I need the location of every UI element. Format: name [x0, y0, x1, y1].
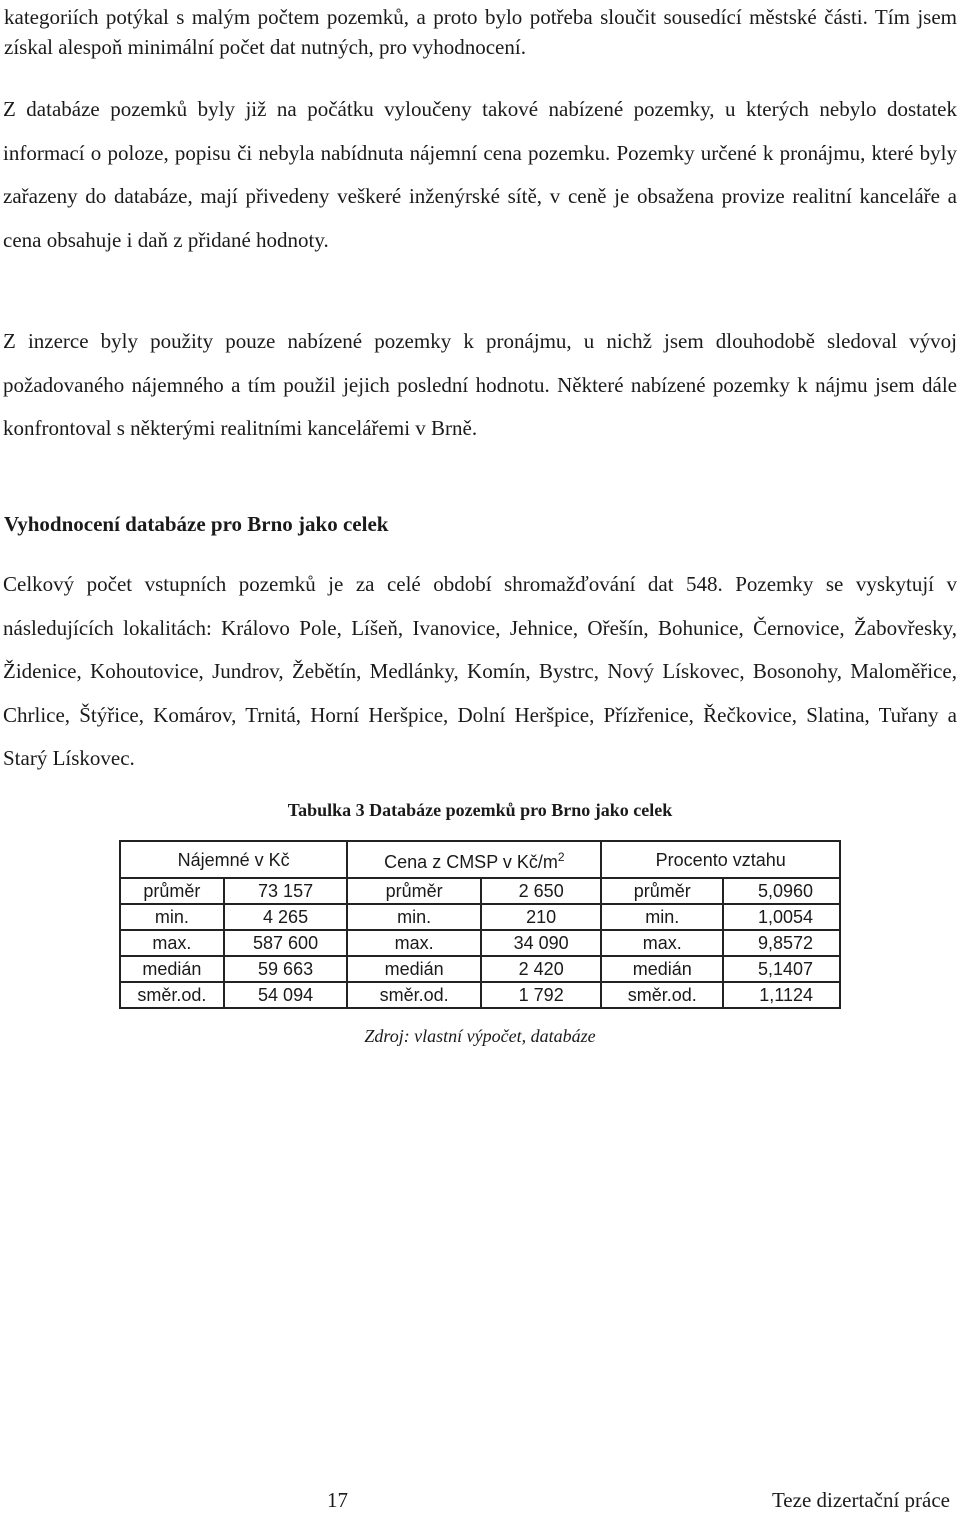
table-cell: 34 090	[481, 930, 601, 956]
header-price-superscript: 2	[557, 850, 565, 864]
table-cell: 587 600	[224, 930, 347, 956]
table-cell: 2 420	[481, 956, 601, 982]
table-cell: 1,0054	[723, 904, 840, 930]
table-cell: medián	[601, 956, 723, 982]
table-cell: průměr	[120, 878, 224, 904]
table-cell: průměr	[347, 878, 481, 904]
table-cell: max.	[601, 930, 723, 956]
table-cell: 54 094	[224, 982, 347, 1008]
table-cell: směr.od.	[601, 982, 723, 1008]
table-cell: 5,1407	[723, 956, 840, 982]
page-number: 17	[327, 1488, 348, 1512]
table-caption: Tabulka 3 Databáze pozemků pro Brno jako celek	[287, 800, 673, 820]
header-price-text: Cena z CMSP v Kč/m	[384, 852, 558, 872]
table-row	[120, 982, 840, 1008]
header-ratio: Procento vztahu	[601, 841, 840, 878]
table-cell: medián	[347, 956, 481, 982]
table-cell: min.	[601, 904, 723, 930]
table-cell: 73 157	[224, 878, 347, 904]
table-cell: 5,0960	[723, 878, 840, 904]
table-row	[120, 956, 840, 982]
paragraph-advertisement-sources: Z inzerce byly použity pouze nabízené pozemky k pronájmu, u nichž jsem dlouhodobě sledoval vývoj požadovaného nájemného a tím použil jejich poslední hodnotu. Některé nabízené pozemky k nájmu jsem dále konfrontoval s některými realitními kancelářemi v Brně.	[3, 329, 957, 440]
header-price	[347, 841, 601, 878]
table-cell: směr.od.	[120, 982, 224, 1008]
table-cell: směr.od.	[347, 982, 481, 1008]
table-cell: min.	[120, 904, 224, 930]
table-cell: 1 792	[481, 982, 601, 1008]
table-row	[120, 930, 840, 956]
table-cell: max.	[347, 930, 481, 956]
table-cell: min.	[347, 904, 481, 930]
table-cell: max.	[120, 930, 224, 956]
table-cell: 59 663	[224, 956, 347, 982]
document-title-footer: Teze dizertační práce	[771, 1488, 950, 1512]
paragraph-intro: kategoriích potýkal s malým počtem pozemků, a proto bylo potřeba sloučit sousedící městské části. Tím jsem získal alespoň minimální počet dat nutných, pro vyhodnocení.	[4, 5, 957, 59]
table-cell: medián	[120, 956, 224, 982]
table-cell: 1,1124	[723, 982, 840, 1008]
table-cell: průměr	[601, 878, 723, 904]
header-rent: Nájemné v Kč	[120, 841, 347, 878]
table-row	[120, 904, 840, 930]
table-header-row	[120, 841, 840, 878]
section-heading: Vyhodnocení databáze pro Brno jako celek	[4, 512, 389, 536]
statistics-table	[119, 840, 841, 1009]
paragraph-database-exclusions: Z databáze pozemků byly již na počátku vyloučeny takové nabízené pozemky, u kterých nebylo dostatek informací o poloze, popisu či nebyla nabídnuta nájemní cena pozemku. Pozemky určené k pronájmu, které byly zařazeny do databáze, mají přivedeny veškeré inženýrské sítě, v ceně je obsažena provize realitní kanceláře a cena obsahuje i daň z přidané hodnoty.	[3, 97, 957, 252]
table-cell: 210	[481, 904, 601, 930]
table-cell: 4 265	[224, 904, 347, 930]
table-source-note: Zdroj: vlastní výpočet, databáze	[364, 1026, 596, 1046]
table-row	[120, 878, 840, 904]
table-cell: 9,8572	[723, 930, 840, 956]
paragraph-localities: Celkový počet vstupních pozemků je za celé období shromažďování dat 548. Pozemky se vyskytují v následujících lokalitách: Královo Pole, Líšeň, Ivanovice, Jehnice, Ořešín, Bohunice, Černovice, Žabovřesky, Židenice, Kohoutovice, Jundrov, Žebětín, Medlánky, Komín, Bystrc, Nový Lískovec, Bosonohy, Maloměřice, Chrlice, Štýřice, Komárov, Trnitá, Horní Heršpice, Dolní Heršpice, Přízřenice, Řečkovice, Slatina, Tuřany a Starý Lískovec.	[3, 572, 957, 770]
table-cell: 2 650	[481, 878, 601, 904]
